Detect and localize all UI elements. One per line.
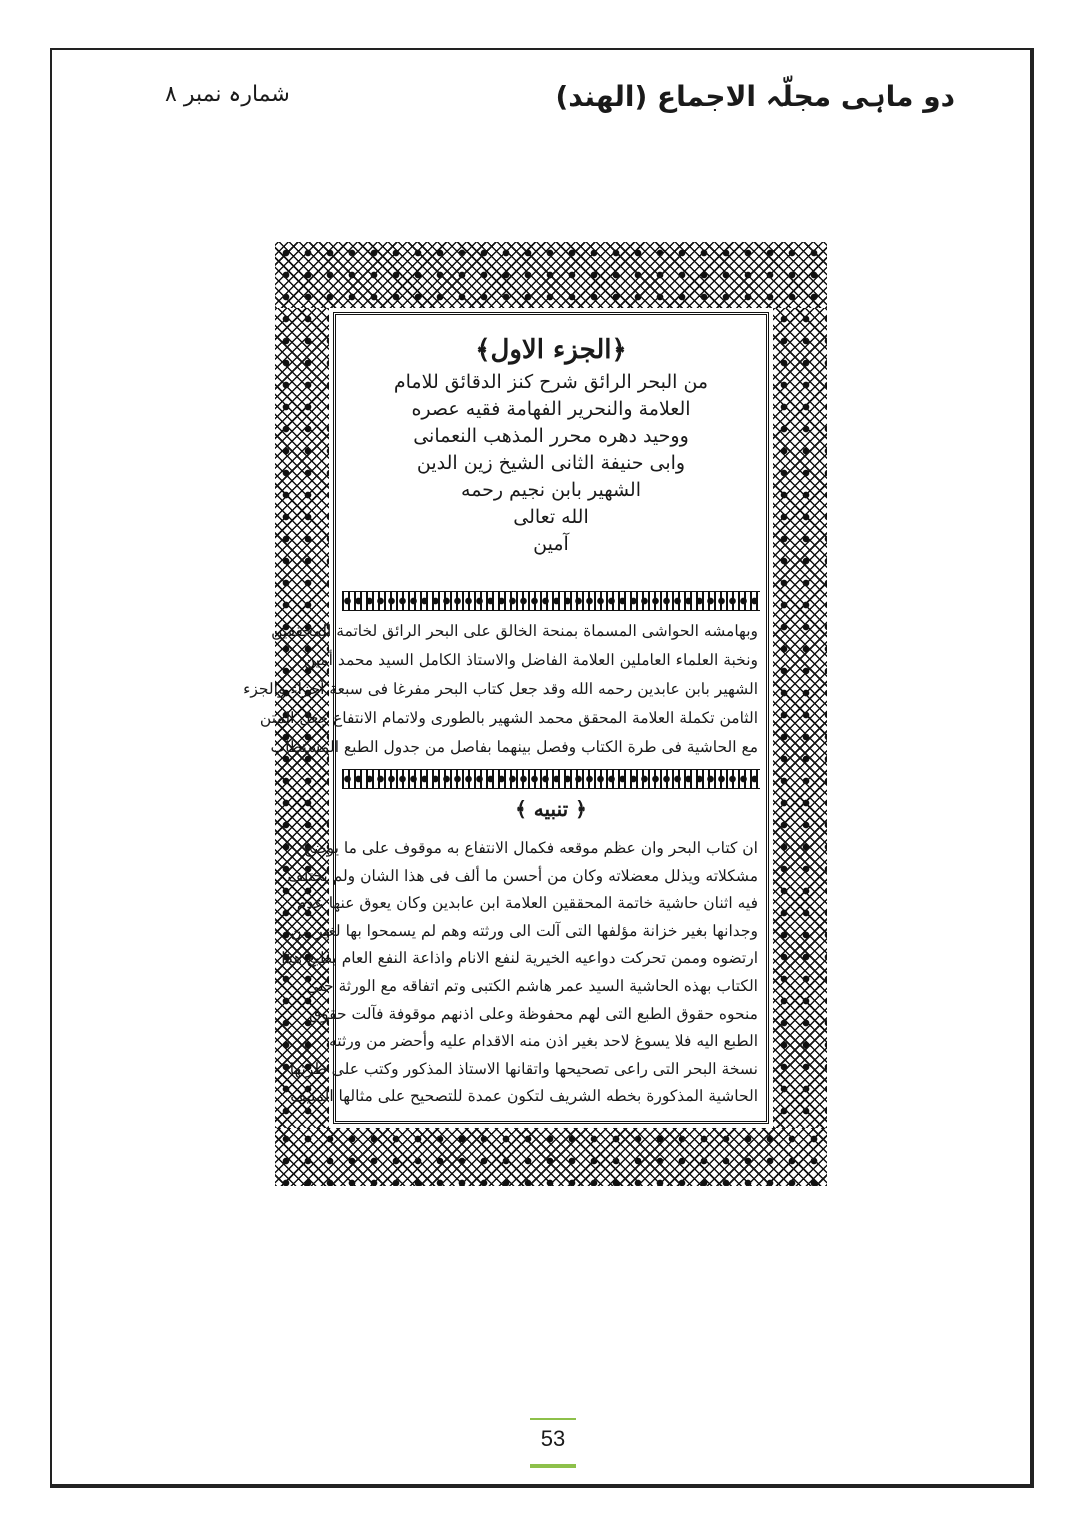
- title-page-panel: [243, 312, 769, 1124]
- title-line: الشهير بابن نجيم رحمه: [461, 479, 641, 501]
- text-line: ارتضوه وممن تحركت دواعيه الخيرية لنفع الانام واذاعة النفع العام بطبع هذا: [281, 949, 758, 968]
- ornament-border-right: [773, 308, 827, 1128]
- notice-paragraph: [281, 835, 758, 1111]
- text-line: الطبع اليه فلا يسوغ لاحد بغير اذن منه الاقدام عليه وأحضر من ورثته: [328, 1032, 758, 1051]
- text-line: الثامن تكملة العلامة المحقق محمد الشهير بالطورى ولاتمام الانتفاع جعل المتن: [259, 709, 758, 727]
- text-line: وجدانها بغير خزانة مؤلفها التى آلت الى ورثته وهم لم يسمحوا بها لغير من: [290, 921, 758, 940]
- page-number-rule-bottom: [530, 1464, 576, 1468]
- page-number: 53: [540, 1426, 566, 1451]
- text-line: منحوه حقوق الطبع التى لهم محفوظة وعلى اذنهم موقوفة فآلت حقوق: [309, 1004, 758, 1023]
- ornament-border-top: [275, 242, 827, 308]
- text-line: فيه اثنان حاشية خاتمة المحققين العلامة ابن عابدين وكان يعوق عنها عدم: [296, 894, 758, 913]
- ornament-divider: [342, 769, 760, 789]
- title-line: من البحر الرائق شرح كنز الدقائق للامام: [393, 371, 709, 393]
- text-line: ان كتاب البحر وان عظم موقعه فكمال الانتفاع به موقوف على ما يوضح: [303, 839, 758, 857]
- issue-number: شمارہ نمبر ۸: [165, 82, 290, 107]
- text-line: الشهير بابن عابدين رحمه الله وقد جعل كتاب البحر مفرغا فى سبعة أجزاء والجزء: [243, 680, 758, 698]
- title-line: الله تعالى: [513, 506, 589, 528]
- title-line: وابى حنيفة الثانى الشيخ زين الدين: [416, 452, 686, 474]
- title-line: العلامة والنحرير الفهامة فقيه عصره: [411, 398, 691, 420]
- text-line: الكتاب بهذه الحاشية السيد عمر هاشم الكتبى وتم اتفاقه مع الورثة حتى: [306, 976, 758, 995]
- text-line: مع الحاشية فى طرة الكتاب وفصل بينهما بفاصل من جدول الطبع المستطاب: [270, 738, 758, 756]
- margin-notes-paragraph: [243, 617, 758, 762]
- text-line: مشكلاته ويذلل معضلاته وكان من أحسن ما ألف فى هذا الشان ولم يختلف: [287, 866, 758, 885]
- journal-title: دو ماہی مجلّہ الاجماع (الھند): [555, 80, 955, 113]
- scanned-title-page: [243, 242, 827, 1186]
- ornament-border-bottom: [275, 1128, 827, 1186]
- title-block: [336, 315, 766, 558]
- ornament-divider: [342, 591, 760, 611]
- text-line: ونخبة العلماء العاملين العلامة الفاضل والاستاذ الكامل السيد محمد أمين: [303, 651, 758, 669]
- text-line: الحاشية المذكورة بخطه الشريف لتكون عمدة للتصحيح على مثالها المنيف: [290, 1087, 758, 1106]
- text-line: نسخة البحر التى راعى تصحيحها واتقانها الاستاذ المذكور وكتب على طرتها: [289, 1059, 758, 1078]
- notice-heading: ﴿ تنبيه ﴾: [515, 797, 587, 821]
- text-line: وبهامشه الحواشى المسماة بمنحة الخالق على البحر الرائق لخاتمة المحققين: [271, 622, 758, 640]
- page-number-rule-top: [530, 1418, 576, 1420]
- title-line: ووحيد دهره محرر المذهب النعمانى: [413, 425, 689, 447]
- title-line: آمين: [533, 533, 569, 555]
- volume-title: ﴿الجزء الاول﴾: [475, 335, 627, 365]
